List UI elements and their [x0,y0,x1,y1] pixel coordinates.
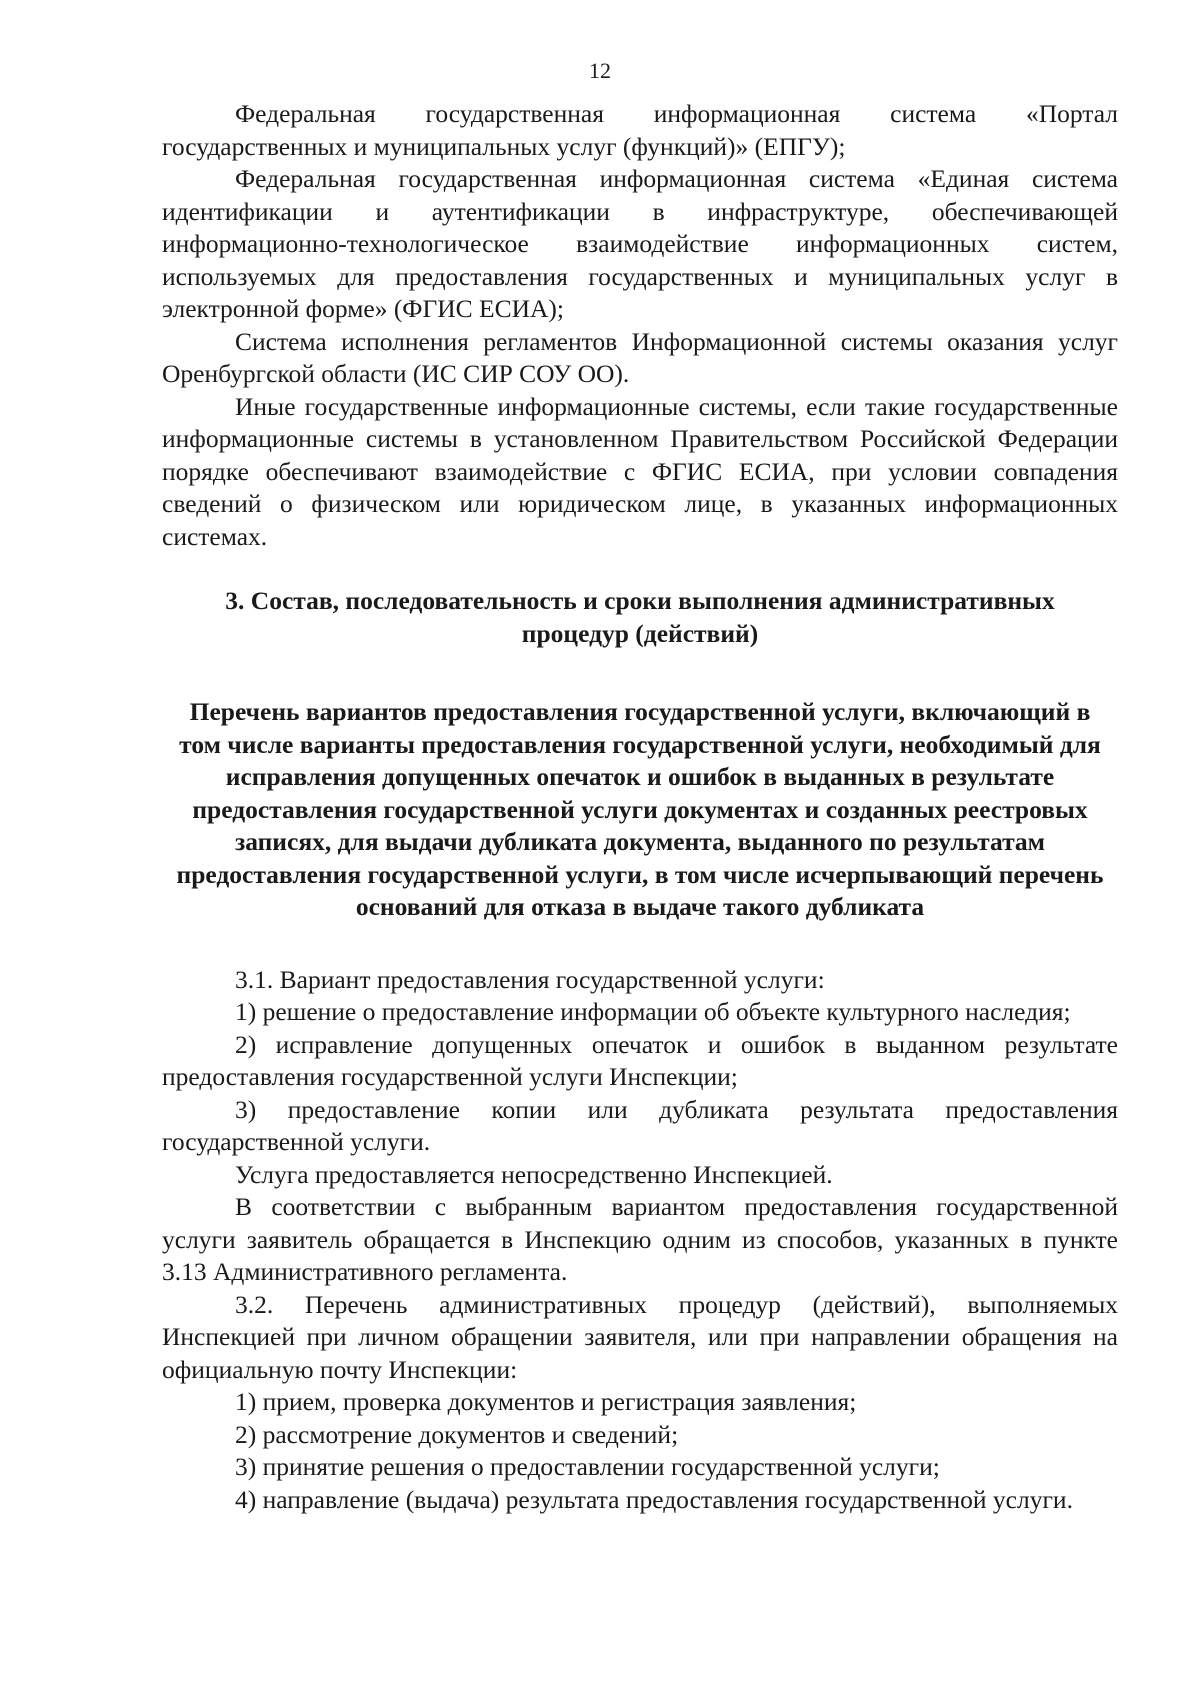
page-number: 12 [589,58,611,83]
paragraph-3-1: 3.1. Вариант предоставления государственной услуги: [235,964,825,994]
list-item-procedure-3: 3) принятие решения о предоставлении государственной услуги; [235,1452,940,1481]
paragraph-service-provided: Услуга предоставляется непосредственно Инспекцией. [235,1159,833,1189]
list-item-procedure-2: 2) рассмотрение документов и сведений; [235,1419,679,1449]
list-item-variant-3: 3) предоставление копии или дубликата результата предоставления государственной услуги. [162,1094,1118,1156]
list-item-variant-1: 1) решение о предоставление информации об объекте культурного наследия; [235,997,1071,1026]
list-item-variant-2: 2) исправление допущенных опечаток и ошибок в выданном результате предоставления государственной услуги Инспекции; [162,1029,1118,1091]
document-body [162,98,1118,1516]
list-item-procedure-4: 4) направление (выдача) результата предоставления государственной услуги. [235,1484,1073,1514]
paragraph-fgis-esia: Федеральная государственная информационная система «Единая система идентификации и аутентификации в инфраструктуре, обеспечивающей информационно-технологическое взаимодействие информационных систем, используемых для предоставления государственных и муниципальных услуг в электронной форме» (ФГИС ЕСИА); [162,164,1118,323]
paragraph-according-variant: В соответствии с выбранным вариантом предоставления государственной услуги заявитель обращается в Инспекцию одним из способов, указанных в пункте 3.13 Административного регламента. [162,1192,1118,1286]
section-heading: 3. Состав, последовательность и сроки выполнения административных процедур (действий) [225,586,1055,648]
paragraph-3-2: 3.2. Перечень административных процедур (действий), выполняемых Инспекцией при личном обращении заявителя, или при направлении обращения на официальную почту Инспекции: [162,1289,1118,1384]
paragraph-other-systems: Иные государственные информационные системы, если такие государственные информационные системы в установленном Правительством Российской Федерации порядке обеспечивают взаимодействие с ФГИС ЕСИА, при условии совпадения сведений о физическом или юридическом лице, в указанных информационных системах. [162,391,1118,551]
list-item-procedure-1: 1) прием, проверка документов и регистрация заявления; [235,1387,857,1416]
subsection-heading: Перечень вариантов предоставления государственной услуги, включающий в том числе варианты предоставления государственной услуги, необходимый для исправления допущенных опечаток и ошибок в выданных в результате предоставления государственной услуги документах и созданных реестровых записях, для выдачи дубликата документа, выданного по результатам предоставления государственной услуги, в том числе исчерпывающий перечень оснований для отказа в выдаче такого дубликата [176,697,1104,921]
paragraph-is-sir-sou: Система исполнения регламентов Информационной системы оказания услуг Оренбургской области (ИС СИР СОУ ОО). [162,326,1118,388]
paragraph-epgu: Федеральная государственная информационная система «Портал государственных и муниципальных услуг (функций)» (ЕПГУ); [162,99,1118,161]
